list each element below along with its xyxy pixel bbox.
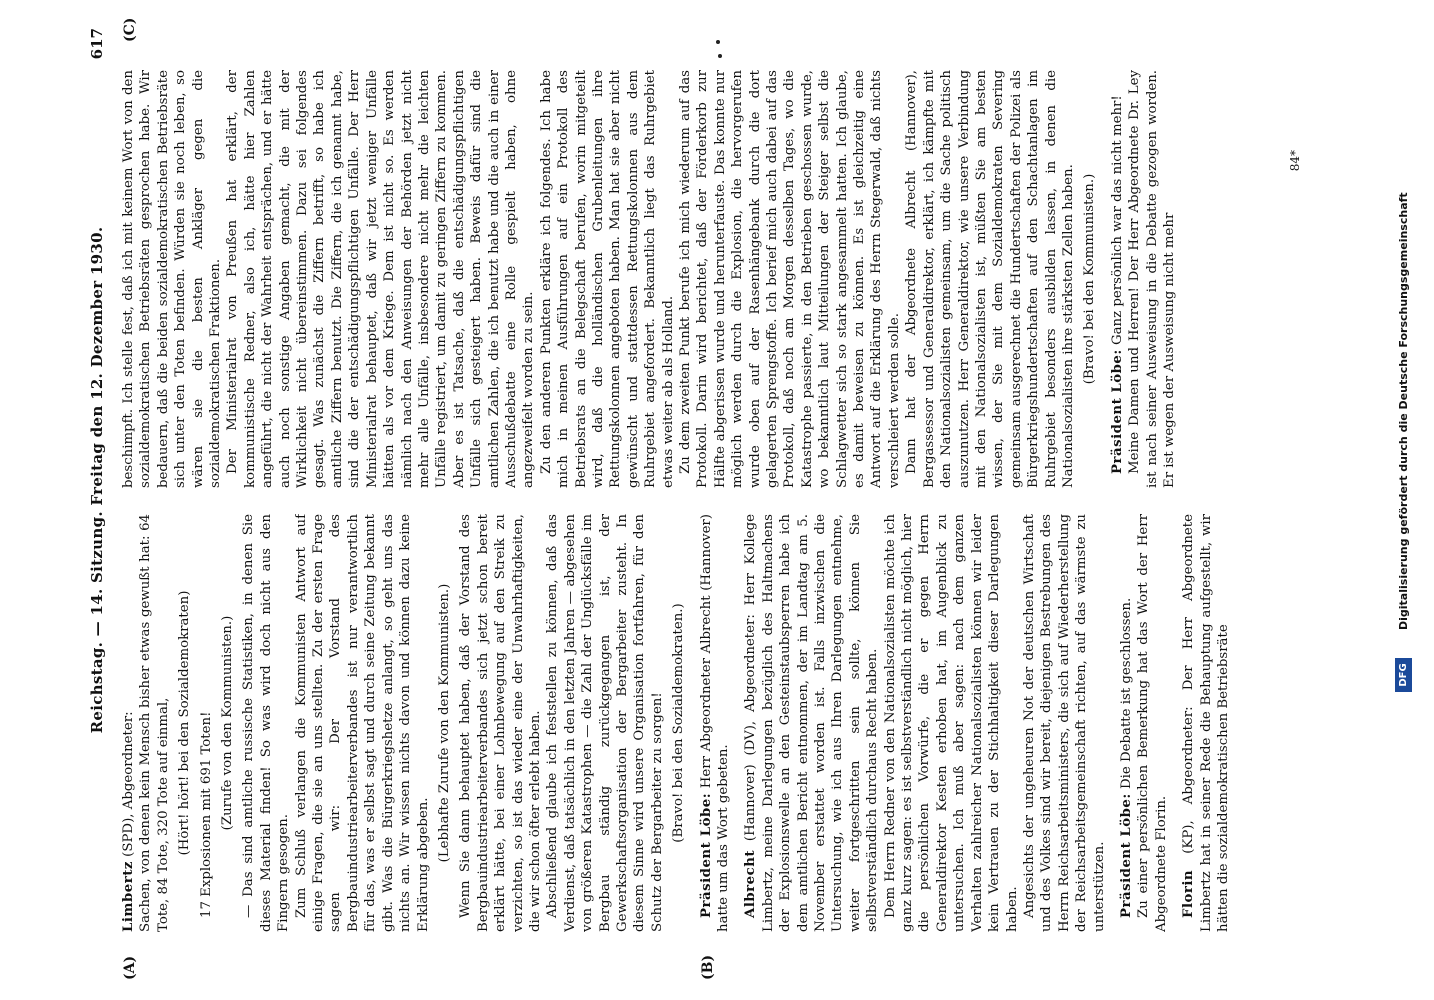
interjection: (Zurufe von den Kommunisten.) xyxy=(220,615,236,831)
speaker-name: Präsident Löbe: xyxy=(1109,349,1125,474)
paragraph: Sachen, von denen kein Mensch bisher etwas gewußt hat: 64 Tote, 84 Tote, 320 Tote auf einmal, xyxy=(138,514,171,932)
speech-text: Ganz persönlich war das nicht mehr! xyxy=(1109,95,1125,346)
paragraph: Zum Schluß verlangen die Kommunisten Antwort auf einige Fragen, die sie an uns stellten. Zu der ersten Frage sagen wir: Der Vorstand des Bergbauindustriearbeiterverbandes ist nur verantwortlich für das, was er selbst sagt und durch seine Zeitung bekannt gibt. Was die Bürgerkriegshetze anlangt, so geht uns das nichts an. Wir wissen nichts davon und können dazu keine Erklärung abgeben. xyxy=(293,514,431,932)
paragraph xyxy=(1109,70,1126,488)
paragraph xyxy=(742,514,881,932)
speaker-role: (SPD), Abgeordneter: xyxy=(121,711,136,857)
margin-marker-b: (B) xyxy=(700,954,716,980)
paragraph: Zu dem zweiten Punkt berufe ich mich wiederum auf das Protokoll. Darin wird berichtet, daß der Förderkorb zur Hälfte abgerissen wurde und herunterfauste. Das konnte nur möglich werden durch die Explosion, die hervorgerufen wurde oben auf der Rasenhängebank durch die dort gelagerten Sprengstoffe. Ich berief mich auch dabei auf das Protokoll, daß noch am Morgen desselben Tages, wo die Katastrophe passierte, in den Betrieben geschossen wurde, wo bekanntlich laut Mitteilungen der Steiger selbst die Schlagwetter sich so stark angesammelt hatten. Ich glaube, es damit beweisen zu können. Es ist gleichzeitig eine Antwort auf die Erklärung des Herrn Stegerwald, daß nichts verschleiert werden solle. xyxy=(678,70,902,488)
speech-text: (Hannover) (DV), Abgeordneter: Herr Kollege Limbertz, meine Darlegungen bezüglich des Haltmachens der Explosionswelle an den Gesteinstaubsperren habe ich dem amtlichen Bericht entnommen, der im Landtag am 5. November erstattet worden ist. Falls inzwischen die Untersuchung, wie ich aus Ihren Darlegungen entnehme, weiter fortgeschritten sein sollte, können Sie selbstverständlich durchaus Recht haben. xyxy=(743,514,881,932)
interjection: (Hört! hört! bei den Sozialdemokraten) xyxy=(177,590,193,856)
right-column xyxy=(120,70,1302,488)
page-number: 617 xyxy=(88,28,106,60)
interjection: (Bravo! bei den Kommunisten.) xyxy=(1082,173,1098,385)
paragraph xyxy=(698,514,733,932)
paragraph xyxy=(1180,514,1232,932)
paragraph: Meine Damen und Herren! Der Herr Abgeordnete Dr. Ley ist nach seiner Ausweisung in die Debatte gezogen worden. Er ist wegen der Ausweisung nicht mehr xyxy=(1127,70,1177,488)
digitization-notice xyxy=(1392,10,1418,700)
paragraph: Wenn Sie dann behauptet haben, daß der Vorstand des Bergbauindustriearbeiterverbandes sich jetzt schon bereit erklärt hätte, bei einer Lohnbewegung auf den Streik zu verzichten, so ist das wieder eine der Unwahrhaftigkeiten, die wir schon öfter erlebt haben. xyxy=(458,514,543,932)
interjection: (Lebhafte Zurufe von den Kommunisten.) xyxy=(436,583,452,863)
paragraph xyxy=(120,514,137,932)
signature-mark: 84* xyxy=(1288,150,1302,172)
speech-text: Herr Abgeordneter Albrecht (Hannover) hatte um das Wort gebeten. xyxy=(698,514,731,932)
digitization-text: Digitalisierung gefördert durch die Deutsche Forschungsgemeinschaft xyxy=(1397,192,1410,630)
paragraph: beschimpft. Ich stelle fest, daß ich mit keinem Wort von den sozialdemokratischen Betriebsräten gesprochen habe. Wir bedauern, daß die beiden sozialdemokratischen Betriebsräte sich unter den Toten befinden. Würden sie noch leben, so wären sie die besten Ankläger gegen die sozialdemokratischen Fraktionen. xyxy=(121,70,224,488)
paragraph: — Das sind amtliche russische Statistiken, in denen Sie dieses Material finden! So was wird doch nicht aus den Fingern gesogen. xyxy=(241,514,292,932)
interjection: (Bravo! bei den Sozialdemokraten.) xyxy=(671,603,687,843)
ink-dot xyxy=(718,54,722,58)
paragraph: Der Ministerialrat von Preußen hat erklärt, der kommunistische Redner, also ich, hätte hier Zahlen angeführt, die nicht der Wahrheit entsprächen, und er hätte auch noch sonstige Angaben gemacht, die mit der Wirklichkeit nicht übereinstimmen. Dazu sei folgendes gesagt. Was zunächst die Ziffern betrifft, so habe ich amtliche Ziffern benutzt. Die Ziffern, die ich genannt habe, sind die der entschädigungspflichtigen Unfälle. Der Herr Ministerialrat behauptet, daß wir jetzt weniger Unfälle hätten als vor dem Kriege. Dem ist nicht so. Es werden nämlich nach den Anweisungen der Behörden jetzt nicht mehr alle Unfälle, insbesondere nicht mehr die leichten Unfälle registriert, um damit zu geringen Ziffern zu kommen. Aber es ist Tatsache, daß die entschädigungspflichtigen Unfälle sich gesteigert haben. Beweis dafür sind die amtlichen Zahlen, die ich benutzt habe und die auch in einer Ausschußdebatte eine Rolle gespielt haben, ohne angezweifelt worden zu sein. xyxy=(225,70,537,488)
speaker-name: Präsident Löbe: xyxy=(698,792,714,918)
paragraph: 17 Explosionen mit 691 Toten! xyxy=(198,711,214,918)
page-header-title: Reichstag. — 14. Sitzung. Freitag den 12. Dezember 1930. xyxy=(88,226,106,734)
paragraph: Zu einer persönlichen Bemerkung hat das Wort der Herr Abgeordnete Florin. xyxy=(1136,514,1169,932)
paragraph: Abschließend glaube ich feststellen zu können, daß das Verdienst, daß tatsächlich in den letzten Jahren — abgesehen von größeren Katastrophen — die Zahl der Unglücksfälle im Bergbau ständig zurückgegangen ist, der Gewerkschaftsorganisation der Bergarbeiter zusteht. In diesem Sinne wird unsere Organisation fortfahren, für den Schutz der Bergarbeiter zu sorgen! xyxy=(545,514,665,932)
left-column xyxy=(120,514,1302,932)
speaker-name: Präsident Löbe: xyxy=(1118,793,1134,918)
speech-text: Die Debatte ist geschlossen. xyxy=(1118,597,1134,790)
paragraph: Dem Herrn Redner von den Nationalsozialisten möchte ich ganz kurz sagen: es ist selbstverständlich nicht möglich, hier die persönlichen Vorwürfe, die er gegen Herrn Generaldirektor Kesten erhoben hat, im Augenblick zu untersuchen. Ich muß aber sagen: nach dem ganzen Verhalten zahlreicher Nationalsozialisten können wir leider kein Vertrauen zu der Stichhaltigkeit dieser Darlegungen haben. xyxy=(882,514,1020,932)
paragraph: Angesichts der ungeheuren Not der deutschen Wirtschaft und des Volkes sind wir bereit, diejenigen Bestrebungen des Herrn Reichsarbeitsministers, die sich auf Wiederherstellung der Reichsarbeitsgemeinschaft richten, auf das wärmste zu unterstützen. xyxy=(1021,514,1107,932)
ink-dot xyxy=(716,40,720,44)
paragraph xyxy=(1118,514,1135,932)
speaker-name: Florin xyxy=(1181,869,1197,918)
speaker-name: Albrecht xyxy=(743,849,759,918)
paragraph: Zu den anderen Punkten erkläre ich folgendes. Ich habe mich in meinen Ausführungen auf ein Protokoll des Betriebsrats an die Belegschaft berufen, worin mitgeteilt wird, daß die holländischen Grubenleitungen ihre Rettungskolonnen angeboten haben. Man hat sie aber nicht gewünscht und stattdessen Rettungskolonnen aus dem Ruhrgebiet angefordert. Bekanntlich liegt das Ruhrgebiet etwas weiter ab als Holland. xyxy=(538,70,676,488)
margin-marker-c: (C) xyxy=(122,17,138,42)
paragraph: Dann hat der Abgeordnete Albrecht (Hannover), Bergassessor und Generaldirektor, erklärt, ich kämpfte mit den Nationalsozialisten gemeinsam, um die Sache politisch auszunutzen. Herr Generaldirektor, wie unsere Verbindung mit den Nationalsozialisten ist, müßten Sie am besten wissen, der Sie mit dem Sozialdemokraten Severing gemeinsam ausgerechnet die Hundertschaften der Polizei als Bürgerkriegshundertschaften auf den Schachtanlagen im Ruhrgebiet besonders ausbilden lassen, in denen die Nationalsozialisten ihre stärksten Zellen haben. xyxy=(904,70,1076,488)
margin-marker-a: (A) xyxy=(122,955,138,980)
speech-text: (KP), Abgeordneter: Der Herr Abgeordnete Limbertz hat in seiner Rede die Behauptung aufgestellt, wir hätten die sozialdemokratischen Betriebsräte xyxy=(1181,514,1231,932)
running-header xyxy=(88,0,112,960)
speaker-name: Limbertz xyxy=(121,861,136,932)
dfg-logo: DFG xyxy=(1395,658,1412,692)
